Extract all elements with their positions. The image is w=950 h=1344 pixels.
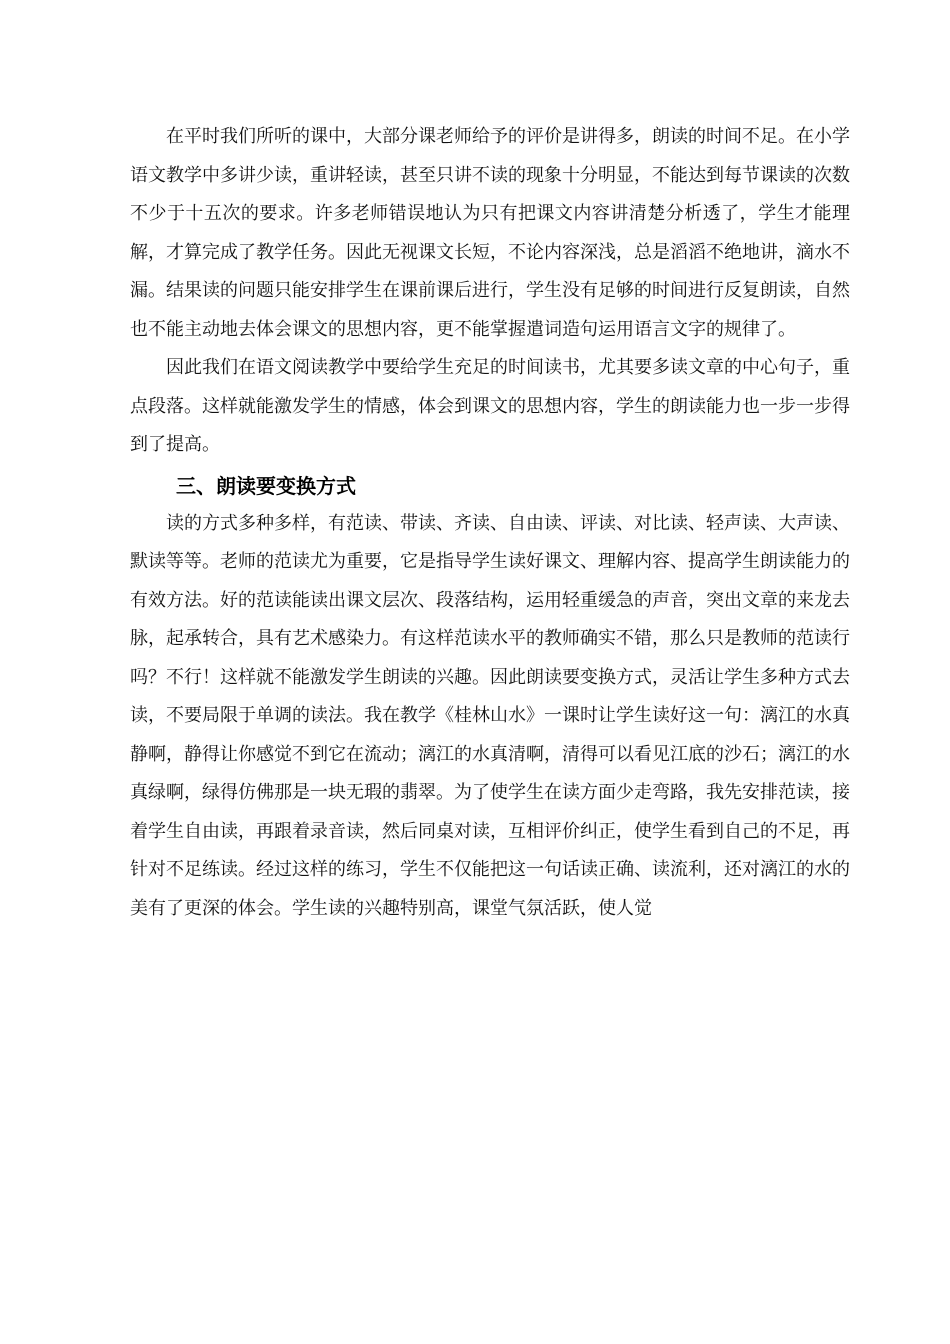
section-heading: 三、朗读要变换方式: [176, 473, 356, 498]
paragraph-reading-methods: 读的方式多种多样，有范读、带读、齐读、自由读、评读、对比读、轻声读、大声读、默读等等。老师的范读尤为重要，它是指导学生读好课文、理解内容、提高学生朗读能力的有效方法。好的范读能读出课文层次、段落结构，运用轻重缓急的声音，突出文章的来龙去脉，起承转合，具有艺术感染力。有这样范读水平的教师确实不错，那么只是教师的范读行吗？不行！这样就不能激发学生朗读的兴趣。因此朗读要变换方式，灵活让学生多种方式去读，不要局限于单调的读法。我在教学《桂林山水》一课时让学生读好这一句：漓江的水真静啊，静得让你感觉不到它在流动；漓江的水真清啊，清得可以看见江底的沙石；漓江的水真绿啊，绿得仿佛那是一块无瑕的翡翠。为了使学生在读方面少走弯路，我先安排范读，接着学生自由读，再跟着录音读，然后同桌对读，互相评价纠正，使学生看到自己的不足，再针对不足练读。经过这样的练习，学生不仅能把这一句话读正确、读流利，还对漓江的水的美有了更深的体会。学生读的兴趣特别高，课堂气氛活跃，使人觉: [130, 512, 850, 919]
paragraph-reading-time: 因此我们在语文阅读教学中要给学生充足的时间读书，尤其要多读文章的中心句子，重点段落。这样就能激发学生的情感，体会到课文的思想内容，学生的朗读能力也一步一步得到了提高。: [130, 357, 850, 455]
paragraph-teaching-critique: 在平时我们所听的课中，大部分课老师给予的评价是讲得多，朗读的时间不足。在小学语文教学中多讲少读，重讲轻读，甚至只讲不读的现象十分明显，不能达到每节课读的次数不少于十五次的要求。许多老师错误地认为只有把课文内容讲清楚分析透了，学生才能理解，才算完成了教学任务。因此无视课文长短，不论内容深浅，总是滔滔不绝地讲，滴水不漏。结果读的问题只能安排学生在课前课后进行，学生没有足够的时间进行反复朗读，自然也不能主动地去体会课文的思想内容，更不能掌握遣词造句运用语言文字的规律了。: [130, 126, 850, 340]
document-body: [130, 118, 850, 928]
